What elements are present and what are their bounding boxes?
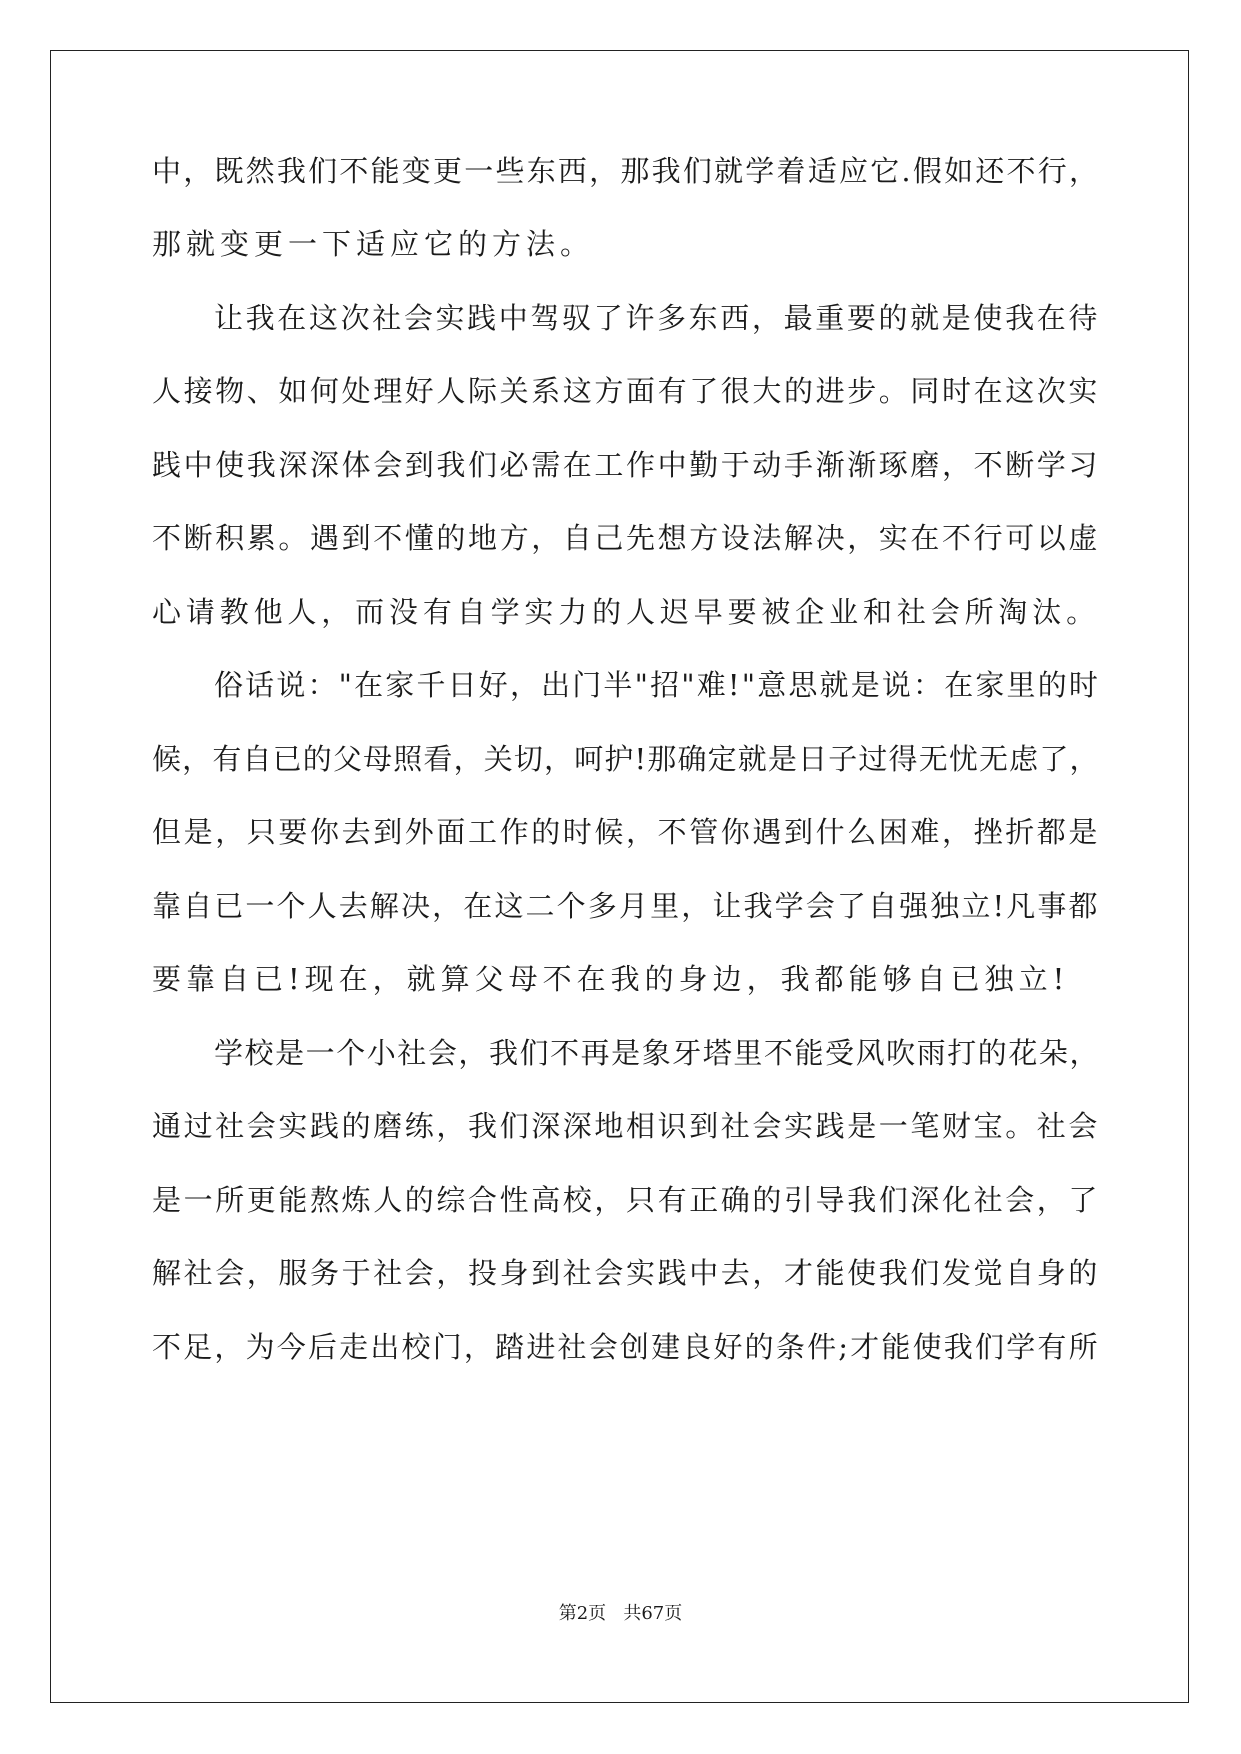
text-line: 靠自已一个人去解决，在这二个多月里，让我学会了自强独立!凡事都 [152, 889, 1100, 923]
text-line: 践中使我深深体会到我们必需在工作中勤于动手渐渐琢磨，不断学习 [152, 448, 1101, 482]
page-number-footer: 第2页 共67页 [558, 1603, 683, 1624]
text-line: 人接物、如何处理好人际关系这方面有了很大的进步。同时在这次实 [152, 374, 1101, 408]
text-line: 中，既然我们不能变更一些东西，那我们就学着适应它.假如还不行， [152, 154, 1101, 188]
text-line: 是一所更能熬炼人的综合性高校，只有正确的引导我们深化社会，了 [152, 1183, 1101, 1217]
paragraph-start-line: 俗话说："在家千日好，出门半"招"难!"意思就是说：在家里的时 [214, 668, 1101, 702]
text-line: 通过社会实践的磨练，我们深深地相识到社会实践是一笔财宝。社会 [152, 1109, 1101, 1143]
text-line: 候，有自已的父母照看，关切，呵护!那确定就是日子过得无忧无虑了， [152, 742, 1100, 776]
text-line: 不断积累。遇到不懂的地方，自己先想方设法解决，实在不行可以虚 [152, 521, 1101, 555]
text-line: 心请教他人，而没有自学实力的人迟早要被企业和社会所淘汰。 [152, 595, 1101, 629]
text-line: 要靠自已!现在，就算父母不在我的身边，我都能够自已独立! [152, 962, 1070, 996]
text-line: 那就变更一下适应它的方法。 [152, 227, 595, 261]
paragraph-start-line: 让我在这次社会实践中驾驭了许多东西，最重要的就是使我在待 [214, 301, 1101, 335]
paragraph-start-line: 学校是一个小社会，我们不再是象牙塔里不能受风吹雨打的花朵， [214, 1036, 1101, 1070]
text-line: 解社会，服务于社会，投身到社会实践中去，才能使我们发觉自身的 [152, 1256, 1101, 1290]
text-line: 不足，为今后走出校门，踏进社会创建良好的条件;才能使我们学有所 [152, 1330, 1100, 1364]
text-line: 但是，只要你去到外面工作的时候，不管你遇到什么困难，挫折都是 [152, 815, 1101, 849]
